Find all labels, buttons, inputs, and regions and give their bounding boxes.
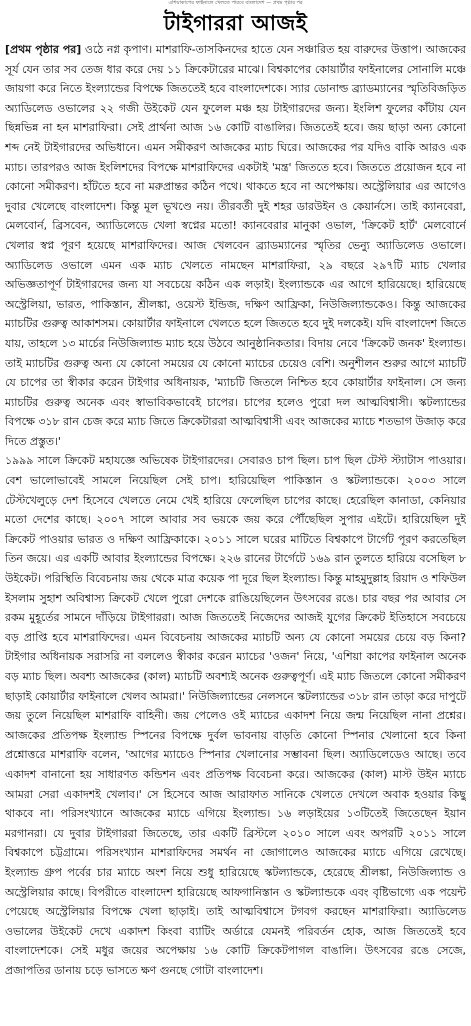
paragraph-text: ১৯৯৯ সালে ক্রিকেট মহাযজ্ঞে অভিষেক টাইগারদের। সেবারও চাপ ছিল। চাপ ছিল টেস্ট স্ট্যাটাস পাওয়ার। বেশ ভালোভাবেই সামলে নিয়েছিল সেই চাপ। হারিয়েছিল পাকিস্তান ও স্কটল্যান্ডকে। ২০০৩ সালে টেস্টখেলুড়ে দেশ হিসেবে খেলতে নেমে খেই হারিয়ে ফেলেছিল চাপের কাছে। হেরেছিল কানাডা, কেনিয়ার মতো দেশের কাছে। ২০০৭ সালে আবার সব ভয়কে জয় করে পৌঁছেছিল সুপার এইটে। হারিয়েছিল দুই ক্রিকেট পাওয়ার ভারত ও দক্ষিণ আফ্রিকাকে। ২০১১ সালে ঘরের মাটিতে বিশ্বকাপে টার্গেট পূরণ করতেছিল তিন জয়ে। এর একটি আবার ইংল্যান্ডের বিপক্ষে। ২২৬ রানের টার্গেটে ১৬৯ রান তুলতে হারিয়ে বসেছিল ৮ উইকেট। পরিস্থিতি বিবেচনায় জয় থেকে মাত্র কয়েক পা দূরে ছিল ইংল্যান্ড। কিন্তু মাহমুদুল্লাহ রিয়াদ ও শফিউল ইসলাম সুহাশ অবিশ্বাস্য ক্রিকেট খেলে পুরো দেশকে রাঙিয়েছিলেন উৎসবের রঙে। চার বছর পর আবার সে রকম মুহূর্তের সামনে দাঁড়িয়ে টাইগাররা। আজ জিততেই নিজেদের আজই যুগের ক্রিকেট ইতিহাসে সবচেয়ে বড় প্রাপ্তি হবে মাশরাফিদের। এমন বিবেচনায় আজকের ম্যাচটি অন্য যে কোনো সময়ের চেয়ে বড় কিনা? টাইগার অধিনায়ক সরাসরি না বললেও স্বীকার করেন ম্যাচের 'ওজন' নিয়ে, 'এশিয়া কাপের ফাইনাল অনেক বড় ম্যাচ ছিল। অবশ্য আজকের (কাল) ম্যাচটি অবশ্যই অনেক গুরুত্বপূর্ণ। এই ম্যাচ জিতলে কোনো সমীকরণ ছাড়াই কোয়ার্টার ফাইনালে খেলব আমরা।' নিউজিল্যান্ডের নেলসনে স্কটল্যান্ডের ৩১৮ রান তাড়া করে দাপুটে জয় তুলে নিয়েছিল মাশরাফি বাহিনী। জয় পেলেও ওই ম্যাচের একাদশ নিয়ে জন্ম নিয়েছিল নানা প্রশ্নের। আজকের প্রতিপক্ষ ইংল্যান্ড স্পিনের বিপক্ষে দুর্বল ভাবনায় বাড়তি কোনো স্পিনার খেলানো হবে কিনা প্রশ্নোত্তরে মাশরাফি বলেন, 'আগের ম্যাচেও স্পিনার খেলানোর সম্ভাবনা ছিল। অ্যাডিলেডেও আছে। তবে একাদশ বানানো হয় সাধারণত কন্ডিশন এবং প্রতিপক্ষ বিবেচনা করে। আজকের (কাল) মাস্ট উইন ম্যাচে আমরা সেরা একাদশই খেলাব।' সে হিসেবে আজ আরাফাত সানিকে খেলতে দেখলে অবাক হওয়ার কিছু থাকবে না। পরিসংখ্যানে আজকের ম্যাচে এগিয়ে ইংল্যান্ড। ১৬ লড়াইয়ের ১৩টিতেই জিতেছেন ইয়ান মরগানরা। যে দুবার টাইগাররা জিতেছে, তার একটি ব্রিস্টলে ২০১০ সালে এবং অপরটি ২০১১ সালে বিশ্বকাপে চট্টগ্রামে। পরিসংখ্যান মাশরাফিদের সমর্থন না জোগালেও আজকের ম্যাচে এগিয়ে রেখেছে। ইংল্যান্ড গ্রুপ পর্বের চার ম্যাচে অংশ নিয়ে শুধু হারিয়েছে স্কটল্যান্ডকে, হেরেছে শ্রীলঙ্কা, নিউজিল্যান্ড ও অস্ট্রেলিয়ার কাছে। বিপরীতে বাংলাদেশ হারিয়েছে আফগানিস্তান ও স্কটল্যান্ডকে এবং বৃষ্টিভাগ্যে এক পয়েন্ট পেয়েছে অস্ট্রেলিয়ার বিপক্ষে খেলা ছাড়াই। তাই আত্মবিশ্বাসে টগবগ করছেন মাশরাফিরা। অ্যাডিলেড ওভালের উইকেট দেখে একাদশ কিংবা ব্যাটিং অর্ডারে যেমনই পরিবর্তন হোক, আজ জিততেই হবে বাংলাদেশকে। সেই মধুর জয়ের অপেক্ষায় ১৬ কোটি ক্রিকেটপাগল বাঙালি। উৎসবের রঙে সেজে, প্রজাপতির ডানায় চড়ে ভাসতে ক্ষণ গুনছে গোটা বাংলাদেশ। [5,454,466,977]
paragraph-text: ওঠে নগ্ন কৃপাণ। মাশরাফি-তাসকিনদের হাতে যেন সঞ্চারিত হয় বারুদের উত্তাপ। আজকের সূর্য যেন তার সব তেজ ধার করে দেয় ১১ ক্রিকেটারের মাঝে। বিশ্বকাপের কোয়ার্টার ফাইনালের সোনালি মঞ্চে জায়গা করে নিতে ইংল্যান্ডের বিপক্ষে জিততেই হবে বাংলাদেশকে। স্যার ডোনাল্ড ব্র্যাডম্যানের স্মৃতিবিজড়িত অ্যাডিলেড ওভালের ২২ গজী উইকেট যেন ফুলেল মঞ্চ হয় টাইগারদের জন্য। ইংলিশ ফুলের কাঁটায় যেন ছিন্নভিন্ন না হন মাশরাফিরা। সেই প্রার্থনা আজ ১৬ কোটি বাঙালির। জিততেই হবে। জয় ছাড়া অন্য কোনো শব্দ নেই টাইগারদের অভিধানে। এমন সমীকরণ আজকের ম্যাচ ঘিরে। আজকের পর যদিও বাকি আরও এক ম্যাচ। তারপরও আজ ইংলিশদের বিপক্ষে মাশরাফিদের একটাই 'মন্ত্র' জিততে হবে। জিততে প্রয়োজন হবে না কোনো সমীকরণ। হাঁটতে হবে না মরুপ্রান্তর কঠিন পথে। থাকতে হবে না অপেক্ষায়। অস্ট্রেলিয়ার এর আগেও দুবার খেলেছে বাংলাদেশ। কিন্তু মূল ভূখণ্ডে নয়। তীরবর্তী দুই শহর ডারউইন ও কেয়ার্নসে। তাই ক্যানবেরা, মেলবোর্ন, ব্রিসবেন, অ্যাডিলেডে খেলা স্বপ্নের মতো! ক্যানবেরার মানুকা ওভাল, 'ক্রিকেট হার্ট' মেলবোর্নে খেলার স্বপ্ন পূরণ হয়েছে মাশরাফিদের। আজ খেলবেন ব্র্যাডম্যানের স্মৃতির ভেন্যু অ্যাডিলেড ওভালে। অ্যাডিলেড ওভালে এমন এক ম্যাচ খেলতে নামছেন মাশরাফিরা, ২৯ বছরে ২৯৭টি ম্যাচ খেলার অভিজ্ঞতাপূর্ণ টাইগারদের জন্য যা সবচেয়ে কঠিন এক লড়াই। ইংল্যান্ডকে এর আগে হারিয়েছে। হারিয়েছে অস্ট্রেলিয়া, ভারত, পাকিস্তান, শ্রীলঙ্কা, ওয়েস্ট ইন্ডিজ, দক্ষিণ আফ্রিকা, নিউজিল্যান্ডকেও। কিন্তু আজকের ম্যাচটির গুরুত্ব আকাশসম। কোয়ার্টার ফাইনালে খেলতে হলে জিততে হবে দুই দলকেই। যদি বাংলাদেশ জিতে যায়, তাহলে ১৩ মার্চের নিউজিল্যান্ড ম্যাচ হয়ে উঠবে আনুষ্ঠানিকতার। বিদায় নেবে 'ক্রিকেট জনক' ইংল্যান্ড। তাই ম্যাচটির গুরুত্ব অন্য যে কোনো সময়ের যে কোনো ম্যাচের চেয়েও বেশি। অনুশীলন শুরুর আগে ম্যাচটি যে চাপের তা স্বীকার করেন টাইগার অধিনায়ক, 'ম্যাচটি জিতলে নিশ্চিত হবে কোয়ার্টার ফাইনাল। সে জন্য ম্যাচটির গুরুত্ব অনেক এবং স্বাভাবিকভাবেই চাপের। চাপের হলেও পুরো দল আত্মবিশ্বাসী। স্কটল্যান্ডের বিপক্ষে ৩১৮ রান চেজ করে ম্যাচ জিতে ক্রিকেটাররা আত্মবিশ্বাসী এবং আজকের ম্যাচে শতভাগ উজাড় করে দিতে প্রস্তুত।' [5,43,466,448]
article-paragraph-1 [5,40,466,451]
headline: টাইগাররা আজই [163,11,308,35]
article-body [5,40,466,1022]
continued-label: [প্রথম পৃষ্ঠার পর] [5,43,82,56]
article-paragraph-2 [5,451,466,980]
top-strip: এশিয়াকাপের ফাইনালে খেলতে পারবে বাংলাদেশ — প্রথম পৃষ্ঠার পর [168,0,303,6]
